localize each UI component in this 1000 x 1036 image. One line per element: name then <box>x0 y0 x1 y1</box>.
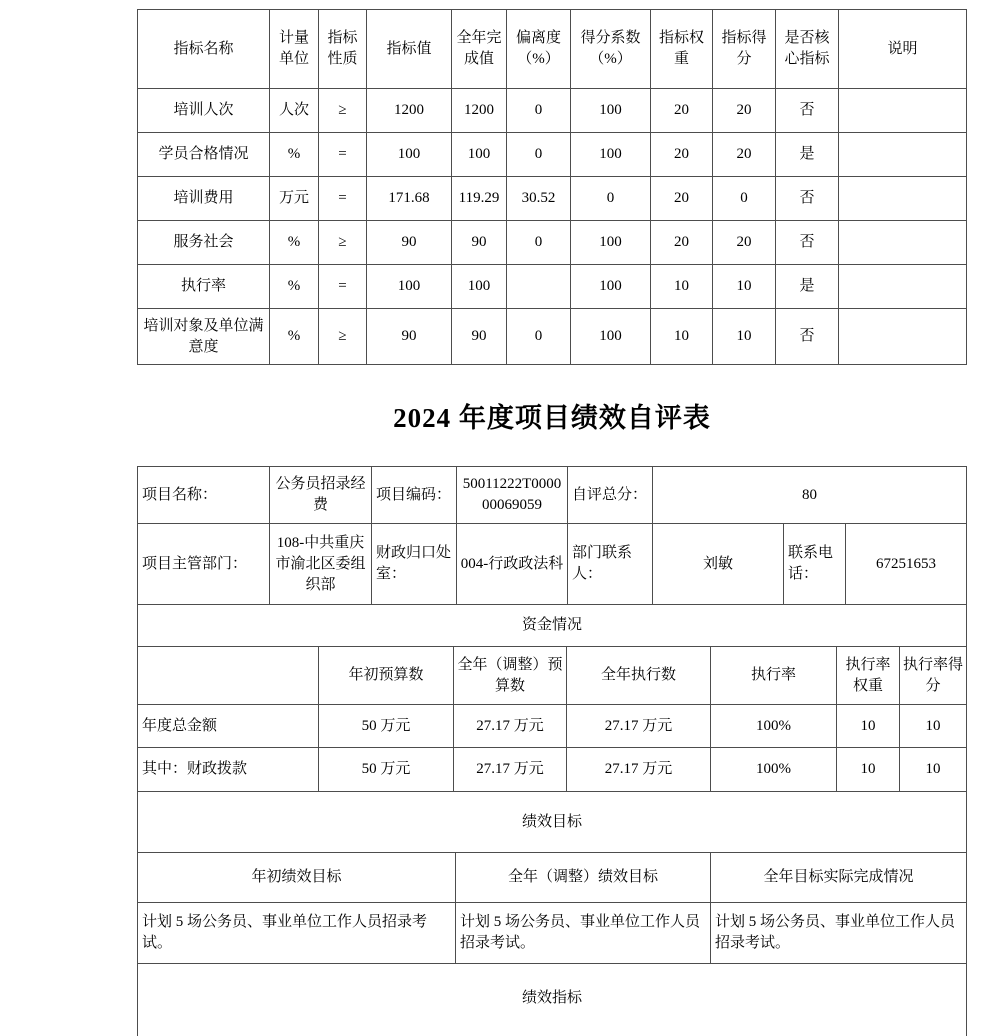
table-row <box>138 524 967 605</box>
table-cell: 27.17 万元 <box>454 705 567 748</box>
table-cell: % <box>270 265 319 309</box>
table-cell: 100% <box>711 748 837 792</box>
column-header: 指标性质 <box>319 10 367 89</box>
table-header-row <box>138 853 967 903</box>
table-cell: 是 <box>776 265 839 309</box>
goal-initial-text: 计划 5 场公务员、事业单位工作人员招录考试。 <box>138 903 456 964</box>
table-cell: 20 <box>651 221 713 265</box>
table-cell: 27.17 万元 <box>454 748 567 792</box>
column-header: 全年（调整）绩效目标 <box>456 853 711 903</box>
table-cell: 培训人次 <box>138 89 270 133</box>
table-cell: 否 <box>776 309 839 365</box>
table-cell: 0 <box>507 133 571 177</box>
table-cell: 培训费用 <box>138 177 270 221</box>
table-cell: 20 <box>713 221 776 265</box>
table-cell <box>507 265 571 309</box>
table-cell: % <box>270 309 319 365</box>
table-cell <box>839 309 967 365</box>
section-header-indicators: 绩效指标 <box>138 964 967 1036</box>
table-cell: % <box>270 133 319 177</box>
performance-goals-table <box>137 791 967 1036</box>
table-cell: ≥ <box>319 221 367 265</box>
section-header-row <box>138 792 967 853</box>
column-header: 指标得分 <box>713 10 776 89</box>
table-cell: 0 <box>571 177 651 221</box>
phone-label: 联系电话： <box>784 524 846 605</box>
table-row <box>138 748 967 792</box>
section-header-funding: 资金情况 <box>138 605 967 647</box>
indicator-score-table <box>137 9 967 365</box>
table-cell: = <box>319 177 367 221</box>
section-header-goals: 绩效目标 <box>138 792 967 853</box>
table-cell <box>839 89 967 133</box>
table-cell: 万元 <box>270 177 319 221</box>
column-header: 年初预算数 <box>319 647 454 705</box>
section-header-row <box>138 964 967 1036</box>
table-cell: 100% <box>711 705 837 748</box>
title-block <box>137 365 967 466</box>
table-cell: 10 <box>713 309 776 365</box>
column-header: 指标值 <box>367 10 452 89</box>
table-cell: 30.52 <box>507 177 571 221</box>
table-cell: 是 <box>776 133 839 177</box>
table-cell: 119.29 <box>452 177 507 221</box>
self-score-value: 80 <box>653 467 967 524</box>
table-cell: 10 <box>900 748 967 792</box>
table-cell: 171.68 <box>367 177 452 221</box>
table-cell <box>839 265 967 309</box>
table-cell: 20 <box>713 133 776 177</box>
contact-label: 部门联系人： <box>568 524 653 605</box>
table-cell: 90 <box>367 221 452 265</box>
table-cell: 10 <box>713 265 776 309</box>
project-name-value: 公务员招录经费 <box>270 467 372 524</box>
table-cell: 100 <box>452 133 507 177</box>
project-code-value: 50011222T000000069059 <box>457 467 568 524</box>
table-row <box>138 133 967 177</box>
table-cell: 27.17 万元 <box>567 748 711 792</box>
table-row <box>138 89 967 133</box>
table-cell <box>839 221 967 265</box>
table-cell: 年度总金额 <box>138 705 319 748</box>
table-cell: 否 <box>776 177 839 221</box>
self-score-label: 自评总分： <box>568 467 653 524</box>
table-cell: 100 <box>571 133 651 177</box>
table-cell: 100 <box>571 265 651 309</box>
column-header: 计量单位 <box>270 10 319 89</box>
column-header: 偏离度（%） <box>507 10 571 89</box>
table-cell: 其中：财政拨款 <box>138 748 319 792</box>
table-cell: 10 <box>900 705 967 748</box>
table-cell: = <box>319 265 367 309</box>
dept-value: 108-中共重庆市渝北区委组织部 <box>270 524 372 605</box>
column-header: 得分系数（%） <box>571 10 651 89</box>
table-cell: 100 <box>367 133 452 177</box>
column-header <box>138 647 319 705</box>
project-name-label: 项目名称： <box>138 467 270 524</box>
table-row <box>138 221 967 265</box>
table-cell: 10 <box>651 265 713 309</box>
section-header-row <box>138 605 967 647</box>
table-row <box>138 903 967 964</box>
table-cell: 27.17 万元 <box>567 705 711 748</box>
table-cell: % <box>270 221 319 265</box>
document-page <box>137 0 967 1036</box>
table-cell: 90 <box>452 309 507 365</box>
table-cell: 10 <box>837 705 900 748</box>
table-cell: 执行率 <box>138 265 270 309</box>
table-cell: 10 <box>837 748 900 792</box>
contact-value: 刘敏 <box>653 524 784 605</box>
table-cell: = <box>319 133 367 177</box>
column-header: 说明 <box>839 10 967 89</box>
column-header: 指标名称 <box>138 10 270 89</box>
column-header: 是否核心指标 <box>776 10 839 89</box>
goal-adjusted-text: 计划 5 场公务员、事业单位工作人员招录考试。 <box>456 903 711 964</box>
column-header: 执行率 <box>711 647 837 705</box>
finance-office-label: 财政归口处室： <box>372 524 457 605</box>
table-cell: 10 <box>651 309 713 365</box>
column-header: 全年目标实际完成情况 <box>711 853 967 903</box>
table-row <box>138 705 967 748</box>
table-cell: 20 <box>651 133 713 177</box>
finance-office-value: 004-行政政法科 <box>457 524 568 605</box>
table-cell: 100 <box>571 89 651 133</box>
table-cell: 90 <box>367 309 452 365</box>
table-cell: 0 <box>713 177 776 221</box>
table-cell: 0 <box>507 89 571 133</box>
table-cell: 100 <box>571 309 651 365</box>
table-cell: 培训对象及单位满意度 <box>138 309 270 365</box>
table-cell: 0 <box>507 221 571 265</box>
column-header: 执行率权重 <box>837 647 900 705</box>
table-cell: 90 <box>452 221 507 265</box>
table-cell: 100 <box>452 265 507 309</box>
funding-table <box>137 604 967 792</box>
column-header: 全年执行数 <box>567 647 711 705</box>
table-cell: 1200 <box>452 89 507 133</box>
table-cell: 50 万元 <box>319 705 454 748</box>
column-header: 年初绩效目标 <box>138 853 456 903</box>
column-header: 全年完成值 <box>452 10 507 89</box>
table-cell: ≥ <box>319 309 367 365</box>
table-cell: 100 <box>367 265 452 309</box>
table-cell <box>839 133 967 177</box>
table-cell: 人次 <box>270 89 319 133</box>
dept-label: 项目主管部门： <box>138 524 270 605</box>
table-row <box>138 309 967 365</box>
table-cell: 否 <box>776 221 839 265</box>
goal-actual-text: 计划 5 场公务员、事业单位工作人员招录考试。 <box>711 903 967 964</box>
table-cell: 1200 <box>367 89 452 133</box>
table-cell: 20 <box>651 177 713 221</box>
table-cell: 20 <box>713 89 776 133</box>
table-header-row <box>138 10 967 89</box>
table-cell: 50 万元 <box>319 748 454 792</box>
table-row <box>138 467 967 524</box>
table-cell: 学员合格情况 <box>138 133 270 177</box>
table-cell: ≥ <box>319 89 367 133</box>
column-header: 指标权重 <box>651 10 713 89</box>
project-code-label: 项目编码： <box>372 467 457 524</box>
table-cell: 0 <box>507 309 571 365</box>
table-cell: 否 <box>776 89 839 133</box>
table-row <box>138 265 967 309</box>
document-title: 2024 年度项目绩效自评表 <box>393 403 711 433</box>
table-header-row <box>138 647 967 705</box>
column-header: 执行率得分 <box>900 647 967 705</box>
table-cell: 100 <box>571 221 651 265</box>
project-info-table <box>137 466 967 605</box>
table-row <box>138 177 967 221</box>
phone-value: 67251653 <box>846 524 967 605</box>
table-cell: 20 <box>651 89 713 133</box>
column-header: 全年（调整）预算数 <box>454 647 567 705</box>
table-cell: 服务社会 <box>138 221 270 265</box>
table-cell <box>839 177 967 221</box>
